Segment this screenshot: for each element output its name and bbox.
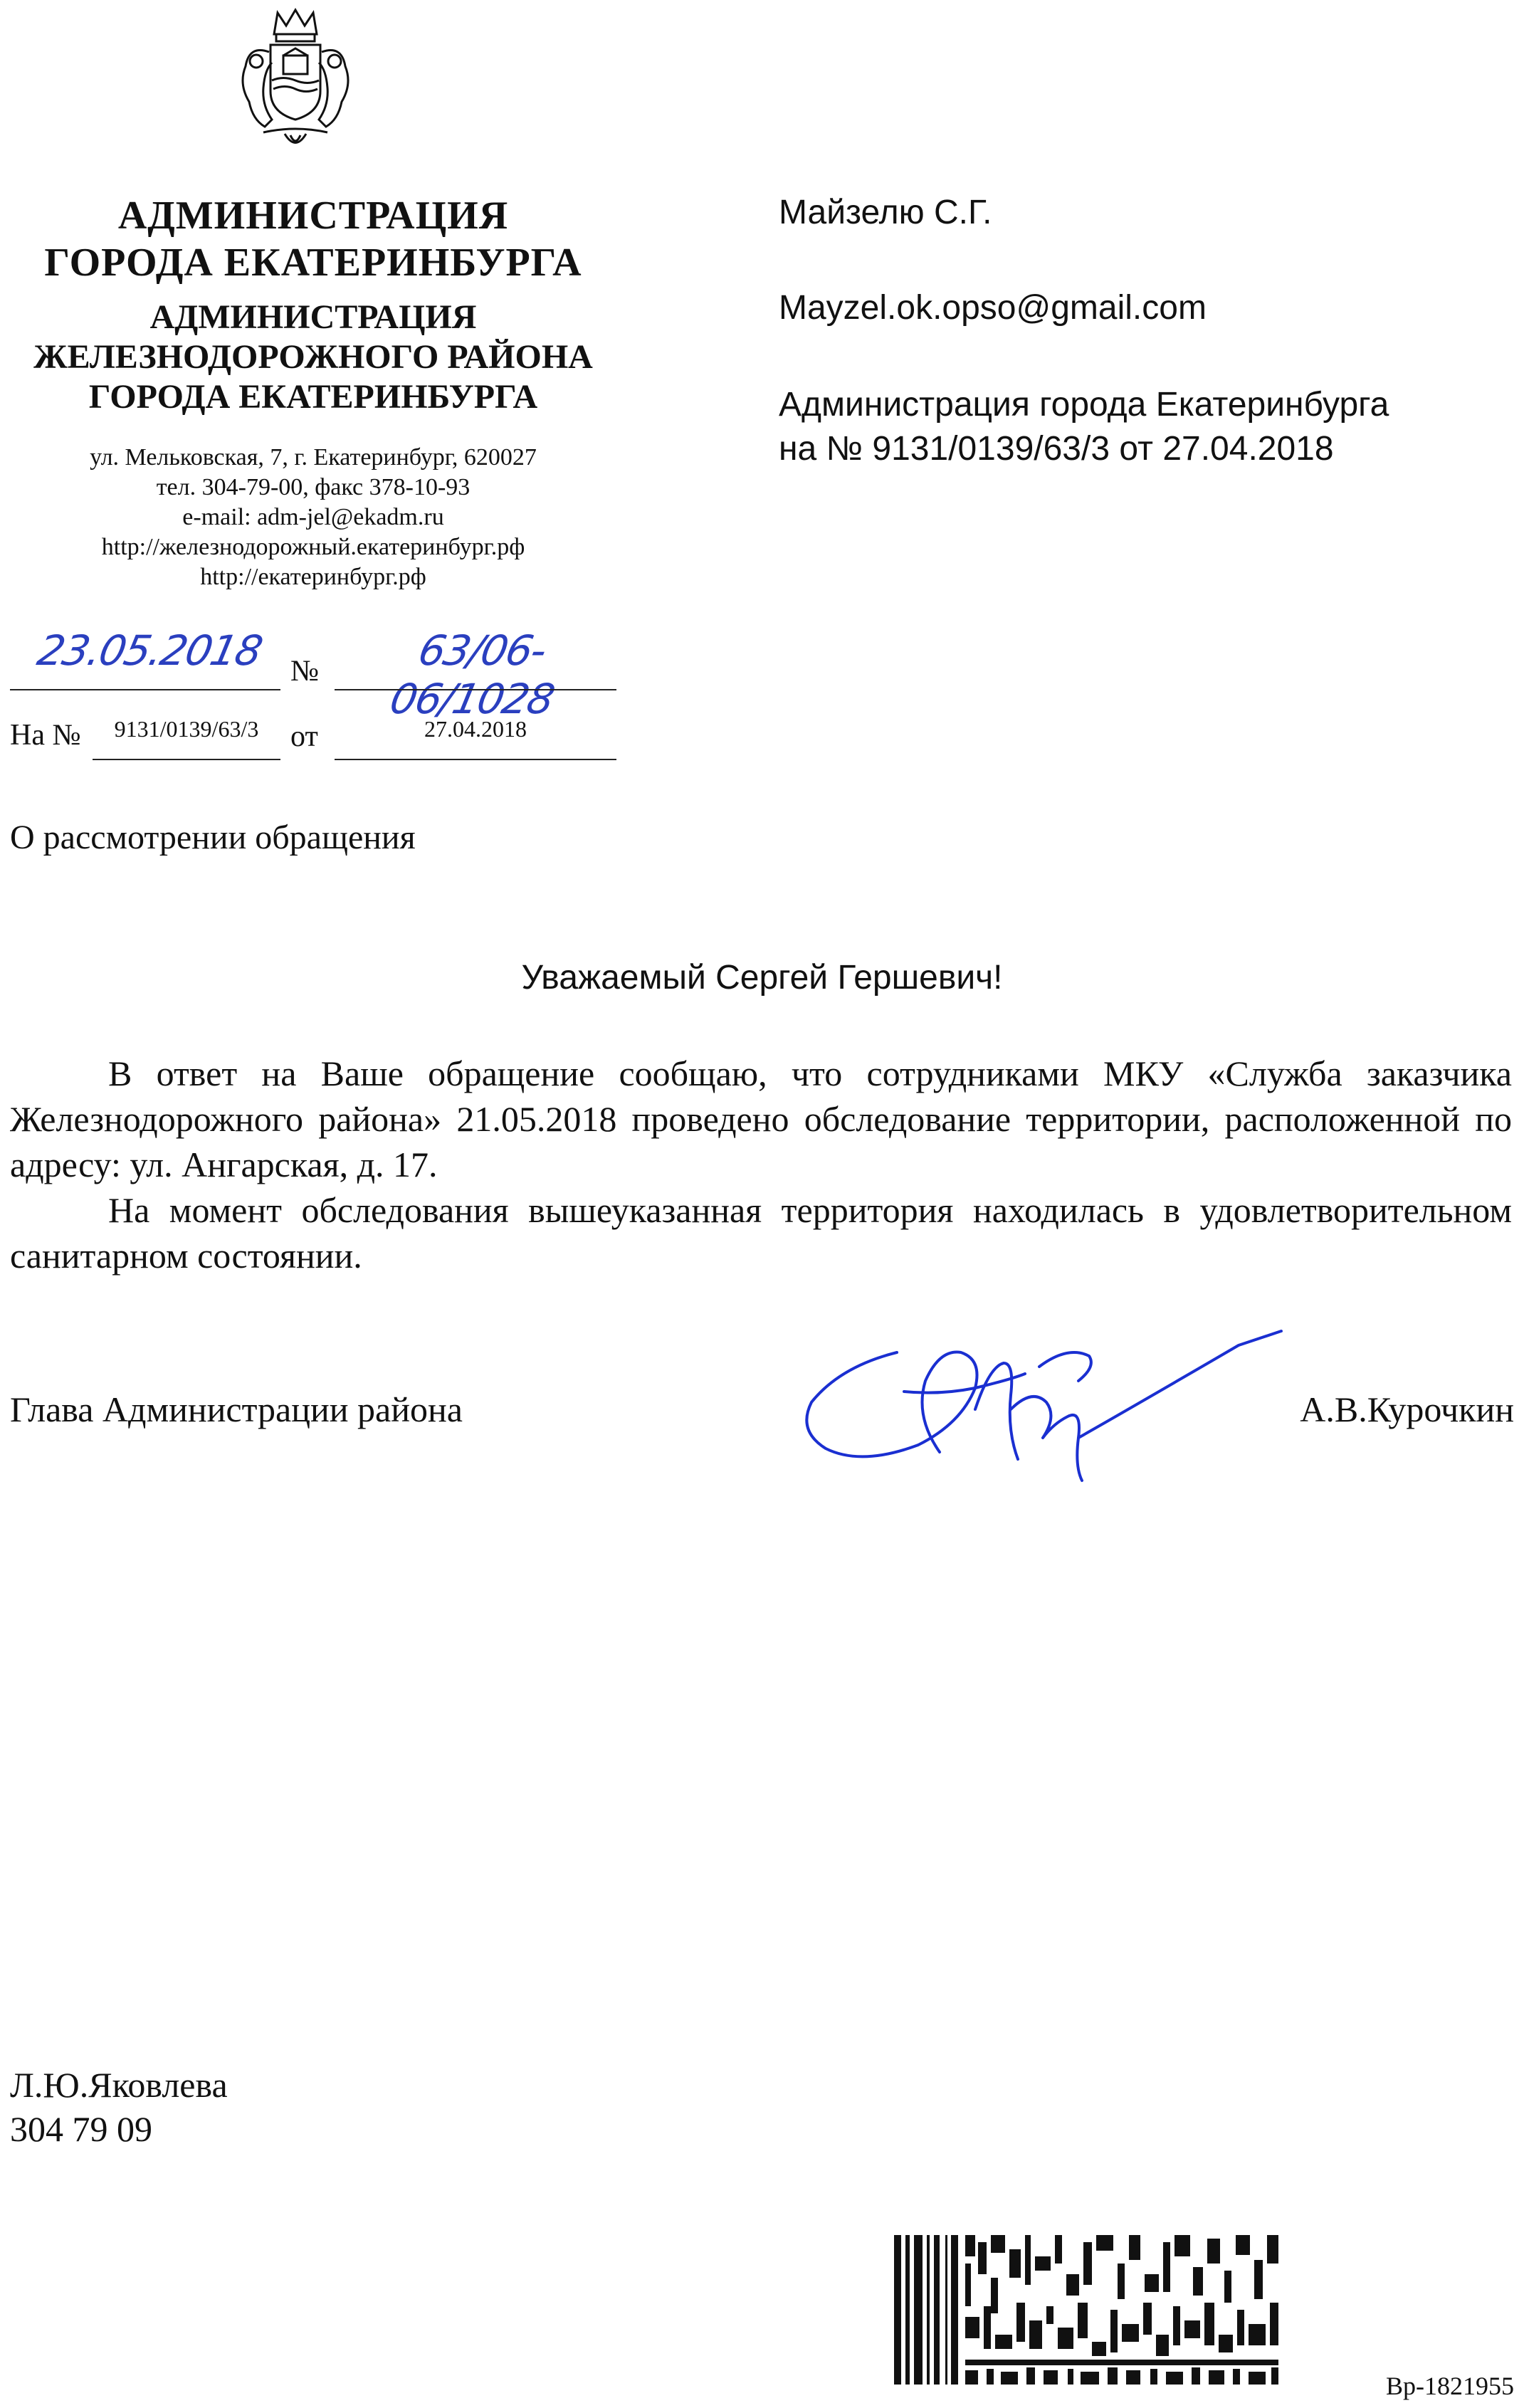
- addressee-ref: на № 9131/0139/63/3 от 27.04.2018: [779, 430, 1334, 468]
- ref-date-line: [335, 759, 616, 760]
- coat-of-arms-icon: [206, 6, 384, 155]
- executor-info: [10, 2063, 228, 2151]
- org-email: e-mail: adm-jel@ekadm.ru: [182, 504, 444, 530]
- number-label: №: [290, 655, 320, 688]
- signatory-title: Глава Администрации района: [10, 1389, 463, 1429]
- org-address: ул. Мельковская, 7, г. Екатеринбург, 620027: [90, 444, 537, 470]
- barcode-id: Вр-1821955: [1386, 2372, 1514, 2400]
- dept-name-line-3: ГОРОДА ЕКАТЕРИНБУРГА: [88, 378, 538, 416]
- ref-from-label: от: [290, 720, 318, 753]
- outgoing-number-handwritten: 63/06-06/1028: [386, 626, 558, 723]
- executor-name: Л.Ю.Яковлева: [10, 2065, 228, 2105]
- addressee-org: Администрация города Екатеринбурга: [779, 386, 1389, 424]
- org-site-1: http://железнодорожный.екатеринбург.рф: [101, 534, 525, 560]
- letter-greeting: Уважаемый Сергей Гершевич!: [521, 959, 1003, 997]
- body-paragraph-2: На момент обследования вышеуказанная территория находилась в удовлетворительном санитарном состоянии.: [10, 1190, 1512, 1276]
- ref-number-line: [93, 759, 280, 760]
- handwritten-signature: [797, 1324, 1288, 1488]
- date-line: [10, 689, 280, 690]
- executor-phone: 304 79 09: [10, 2109, 152, 2149]
- body-paragraph-1: В ответ на Ваше обращение сообщаю, что сотрудниками МКУ «Служба заказчика Железнодорожного района» 21.05.2018 проведено обследование территории, расположенной по адресу: ул. Ангарская, д. 17.: [10, 1053, 1512, 1184]
- org-name-line-1: АДМИНИСТРАЦИЯ: [117, 194, 509, 238]
- ref-number-label: На №: [10, 719, 81, 752]
- number-line: [335, 689, 616, 690]
- org-site-2: http://екатеринбург.рф: [200, 564, 426, 590]
- dept-name-line-2: ЖЕЛЕЗНОДОРОЖНОГО РАЙОНА: [33, 338, 593, 376]
- dept-name-line-1: АДМИНИСТРАЦИЯ: [149, 298, 477, 336]
- outgoing-date-handwritten: 23.05.2018: [33, 626, 266, 675]
- document-barcode-icon: [894, 2235, 1293, 2392]
- addressee-email: Mayzel.ok.opso@gmail.com: [779, 289, 1207, 327]
- ref-date: 27.04.2018: [424, 716, 527, 742]
- ref-number: 9131/0139/63/3: [114, 716, 259, 742]
- org-phone: тел. 304-79-00, факс 378-10-93: [156, 474, 471, 500]
- addressee-name: Майзелю С.Г.: [779, 194, 992, 231]
- letter-body: [10, 1051, 1512, 1278]
- letter-subject: О рассмотрении обращения: [10, 819, 416, 856]
- org-name-line-2: ГОРОДА ЕКАТЕРИНБУРГА: [44, 241, 582, 285]
- signatory-name: А.В.Курочкин: [1300, 1389, 1514, 1429]
